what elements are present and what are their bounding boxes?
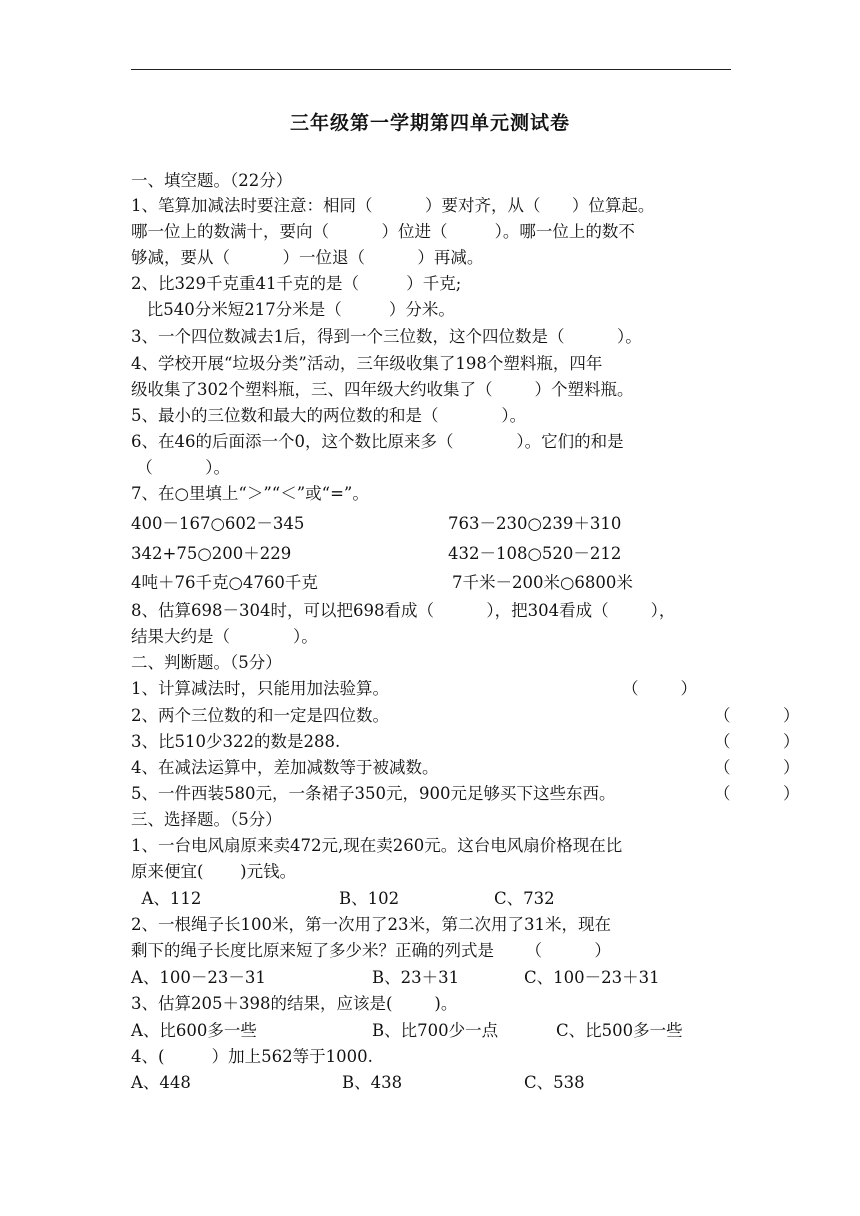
- judge-item: 1、计算减法时，只能用加法验算。: [131, 679, 389, 698]
- question-line: 1、一台电风扇原来卖472元,现在卖260元。这台电风扇价格现在比: [131, 836, 623, 855]
- top-rule: [131, 69, 731, 70]
- question-line: 比540分米短217分米是（ ）分米。: [131, 300, 455, 319]
- answer-bracket: （ ）: [714, 732, 800, 751]
- judge-item: 4、在减法运算中，差加减数等于被减数。: [131, 758, 439, 777]
- option-a: A、112: [131, 889, 202, 908]
- question-line: 2、比329千克重41千克的是（ ）千克;: [131, 274, 462, 293]
- compare-item: 763－230○239＋310: [448, 514, 622, 533]
- option-c: C、100－23＋31: [524, 968, 660, 987]
- option-c: C、538: [524, 1073, 585, 1092]
- judge-item: 5、一件西装580元，一条裙子350元，900元足够买下这些东西。: [131, 784, 616, 803]
- answer-bracket: （ ）: [714, 784, 800, 803]
- answer-bracket: （ ）: [714, 706, 800, 725]
- question-line: 7、在○里填上“＞”“＜”或“=”。: [131, 484, 369, 503]
- question-line: 剩下的绳子长度比原来短了多少米？正确的列式是 （ ）: [131, 941, 611, 960]
- question-line: 5、最小的三位数和最大的两位数的和是（ ）。: [131, 406, 527, 425]
- compare-item: 4吨＋76千克○4760千克: [131, 573, 318, 592]
- section-heading: 一、填空题。（22分）: [131, 171, 293, 190]
- question-line: 3、估算205＋398的结果，应该是( )。: [131, 994, 458, 1013]
- question-line: 哪一位上的数满十，要向（ ）位进（ ）。哪一位上的数不: [131, 222, 635, 241]
- option-b: B、23＋31: [372, 968, 460, 987]
- option-c: C、732: [494, 889, 555, 908]
- question-line: 级收集了302个塑料瓶，三、四年级大约收集了（ ）个塑料瓶。: [131, 380, 634, 399]
- judge-item: 3、比510少322的数是288.: [131, 732, 341, 751]
- compare-item: 342+75○200＋229: [131, 544, 292, 563]
- section-heading: 三、选择题。（5分）: [131, 810, 282, 829]
- question-line: 够减，要从（ ）一位退（ ）再减。: [131, 248, 484, 267]
- question-line: 8、估算698－304时，可以把698看成（ ），把304看成（ ），: [131, 601, 676, 620]
- question-line: 3、一个四位数减去1后，得到一个三位数，这个四位数是（ ）。: [131, 327, 642, 346]
- question-line: 1、笔算加减法时要注意：相同（ ）要对齐，从（ ）位算起。: [131, 196, 655, 215]
- page-title: 三年级第一学期第四单元测试卷: [289, 112, 570, 134]
- question-line: （ ）。: [131, 458, 230, 477]
- question-line: 6、在46的后面添一个0，这个数比原来多（ ）。它们的和是: [131, 432, 624, 451]
- option-b: B、比700少一点: [372, 1021, 499, 1040]
- option-c: C、比500多一些: [556, 1021, 683, 1040]
- question-line: 4、学校开展“垃圾分类”活动，三年级收集了198个塑料瓶，四年: [131, 354, 603, 373]
- option-a: A、100－23－31: [131, 968, 266, 987]
- option-a: A、比600多一些: [131, 1021, 257, 1040]
- answer-bracket: （ ）: [622, 679, 697, 698]
- question-line: 结果大约是（ ）。: [131, 627, 318, 646]
- option-a: A、448: [131, 1073, 191, 1092]
- question-line: 2、一根绳子长100米，第一次用了23米，第二次用了31米，现在: [131, 915, 611, 934]
- answer-bracket: （ ）: [714, 758, 800, 777]
- question-line: 原来便宜( )元钱。: [131, 862, 297, 881]
- compare-item: 432－108○520－212: [448, 544, 622, 563]
- question-line: 4、( ）加上562等于1000.: [131, 1047, 373, 1066]
- compare-item: 400－167○602－345: [131, 514, 305, 533]
- judge-item: 2、两个三位数的和一定是四位数。: [131, 706, 389, 725]
- option-b: B、102: [339, 889, 400, 908]
- option-b: B、438: [342, 1073, 403, 1092]
- section-heading: 二、判断题。（5分）: [131, 653, 282, 672]
- compare-item: 7千米－200米○6800米: [452, 573, 633, 592]
